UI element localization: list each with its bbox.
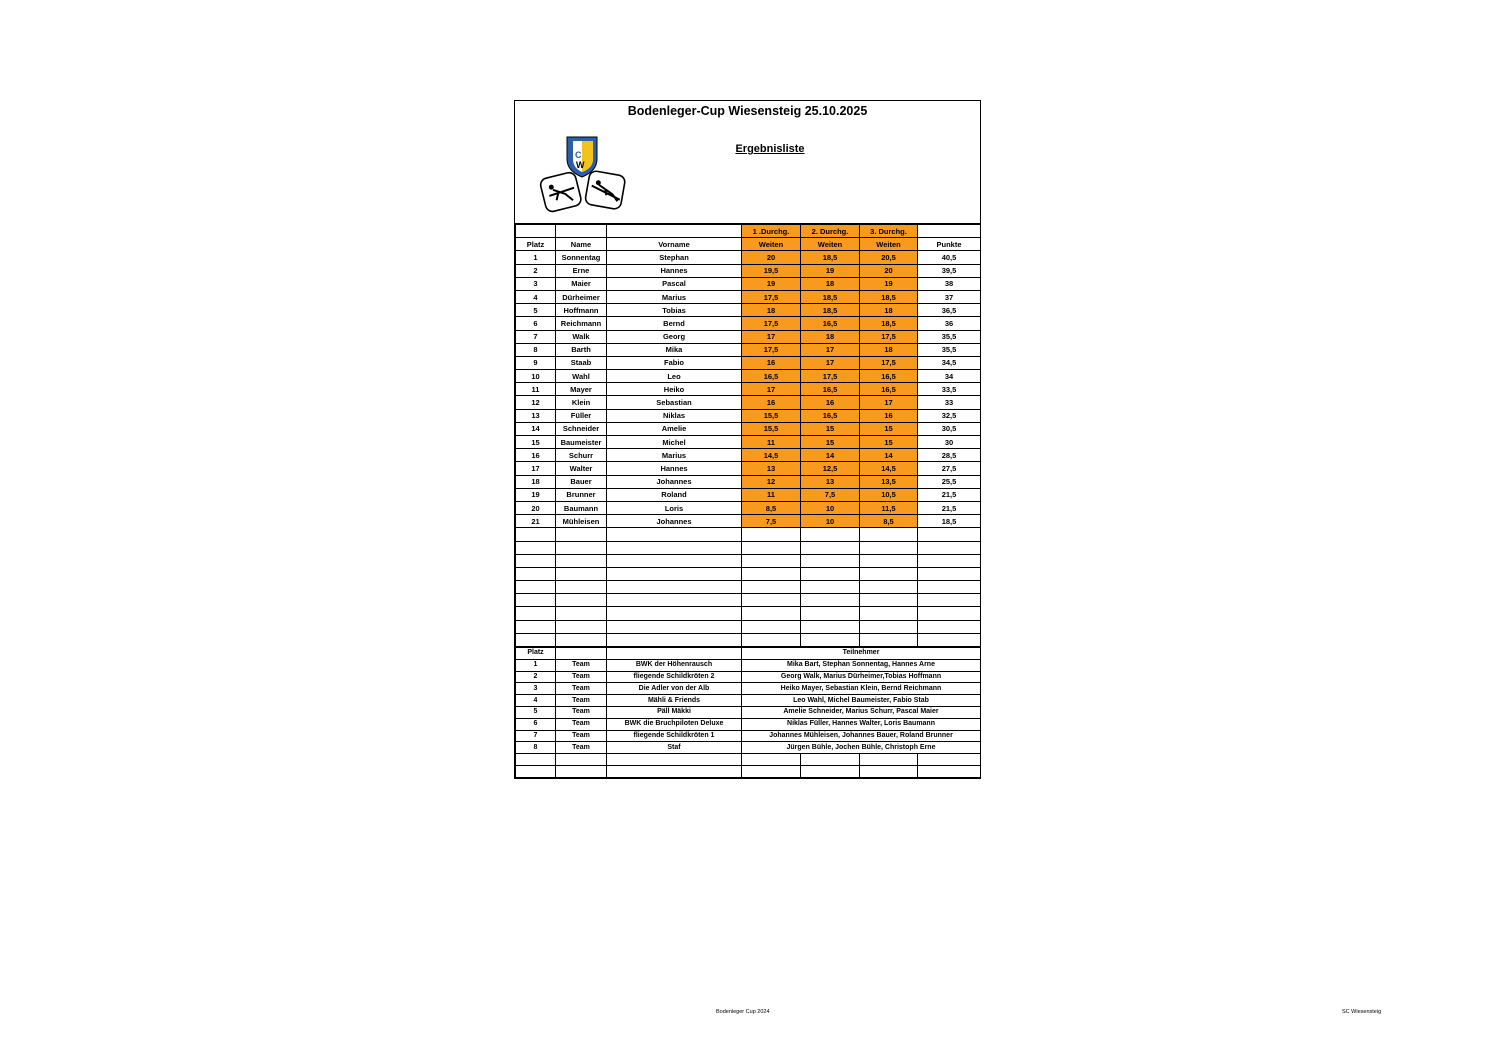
team-name-cell: Mähli & Friends <box>607 695 742 707</box>
table-row <box>516 515 981 528</box>
run-3-cell: 15 <box>860 422 918 435</box>
team-name-cell: fliegende Schildkröten 2 <box>607 671 742 683</box>
column-header-row <box>516 238 981 251</box>
team-row <box>516 718 981 730</box>
lastname-cell: Walter <box>556 462 607 475</box>
team-label-cell: Team <box>556 706 607 718</box>
table-row <box>516 449 981 462</box>
run-3-header: 3. Durchg. <box>860 225 918 238</box>
points-cell: 38 <box>918 277 981 290</box>
team-row <box>516 706 981 718</box>
rank-cell: 15 <box>516 436 556 449</box>
run-2-cell: 7,5 <box>801 488 860 501</box>
svg-text:W: W <box>576 160 585 170</box>
run-1-cell: 15,5 <box>742 409 801 422</box>
run-2-cell: 17 <box>801 343 860 356</box>
lastname-cell: Schurr <box>556 449 607 462</box>
team-rank-cell: 7 <box>516 730 556 742</box>
firstname-cell: Johannes <box>607 475 742 488</box>
points-cell: 40,5 <box>918 251 981 264</box>
rank-cell: 14 <box>516 422 556 435</box>
run-1-cell: 14,5 <box>742 449 801 462</box>
run-1-header: 1 .Durchg. <box>742 225 801 238</box>
team-row <box>516 730 981 742</box>
teams-table <box>515 647 981 778</box>
team-row <box>516 671 981 683</box>
rank-cell: 20 <box>516 501 556 514</box>
run-2-cell: 10 <box>801 501 860 514</box>
empty-row <box>516 633 981 646</box>
lastname-cell: Füller <box>556 409 607 422</box>
team-name-cell: Die Adler von der Alb <box>607 683 742 695</box>
points-cell: 37 <box>918 290 981 303</box>
team-label-cell: Team <box>556 683 607 695</box>
col-platz: Platz <box>516 238 556 251</box>
points-cell: 33,5 <box>918 383 981 396</box>
page-subtitle: Ergebnisliste <box>735 143 805 155</box>
lastname-cell: Baumeister <box>556 436 607 449</box>
points-cell: 34,5 <box>918 356 981 369</box>
empty-row <box>516 754 981 766</box>
table-row <box>516 422 981 435</box>
empty-row <box>516 765 981 777</box>
table-row <box>516 251 981 264</box>
points-cell: 21,5 <box>918 488 981 501</box>
rank-cell: 4 <box>516 290 556 303</box>
firstname-cell: Bernd <box>607 317 742 330</box>
team-rank-cell: 6 <box>516 718 556 730</box>
table-row <box>516 370 981 383</box>
rank-cell: 21 <box>516 515 556 528</box>
team-name-cell: BWK der Höhenrausch <box>607 659 742 671</box>
run-3-cell: 17,5 <box>860 330 918 343</box>
empty-row <box>516 581 981 594</box>
team-row <box>516 659 981 671</box>
table-row <box>516 343 981 356</box>
team-label-cell: Team <box>556 718 607 730</box>
rank-cell: 2 <box>516 264 556 277</box>
run-2-cell: 13 <box>801 475 860 488</box>
team-name-cell: Päll Mäkki <box>607 706 742 718</box>
run-3-cell: 14,5 <box>860 462 918 475</box>
run-3-cell: 18 <box>860 343 918 356</box>
col-weiten-1: Weiten <box>742 238 801 251</box>
lastname-cell: Reichmann <box>556 317 607 330</box>
firstname-cell: Niklas <box>607 409 742 422</box>
firstname-cell: Hannes <box>607 264 742 277</box>
rank-cell: 7 <box>516 330 556 343</box>
run-2-cell: 10 <box>801 515 860 528</box>
team-members-cell: Johannes Mühleisen, Johannes Bauer, Roland Brunner <box>742 730 981 742</box>
run-3-cell: 17,5 <box>860 356 918 369</box>
lastname-cell: Hoffmann <box>556 304 607 317</box>
table-row <box>516 264 981 277</box>
table-row <box>516 304 981 317</box>
team-rank-cell: 4 <box>516 695 556 707</box>
footer-right: SC Wiesensteig <box>1342 1009 1382 1015</box>
col-weiten-3: Weiten <box>860 238 918 251</box>
lastname-cell: Schneider <box>556 422 607 435</box>
run-1-cell: 7,5 <box>742 515 801 528</box>
page-title: Bodenleger-Cup Wiesensteig 25.10.2025 <box>627 104 868 118</box>
run-3-cell: 18,5 <box>860 317 918 330</box>
points-cell: 28,5 <box>918 449 981 462</box>
firstname-cell: Georg <box>607 330 742 343</box>
empty-row <box>516 567 981 580</box>
team-rank-cell: 8 <box>516 742 556 754</box>
points-cell: 27,5 <box>918 462 981 475</box>
team-label-cell: Team <box>556 695 607 707</box>
points-cell: 30 <box>918 436 981 449</box>
lastname-cell: Dürheimer <box>556 290 607 303</box>
firstname-cell: Stephan <box>607 251 742 264</box>
points-cell: 34 <box>918 370 981 383</box>
teams-header-row <box>516 648 981 660</box>
firstname-cell: Loris <box>607 501 742 514</box>
table-row <box>516 317 981 330</box>
run-3-cell: 15 <box>860 436 918 449</box>
lastname-cell: Maier <box>556 277 607 290</box>
points-cell: 18,5 <box>918 515 981 528</box>
rank-cell: 11 <box>516 383 556 396</box>
table-row <box>516 409 981 422</box>
rank-cell: 8 <box>516 343 556 356</box>
run-1-cell: 17 <box>742 330 801 343</box>
run-2-cell: 16,5 <box>801 317 860 330</box>
points-cell: 21,5 <box>918 501 981 514</box>
team-label-cell: Team <box>556 671 607 683</box>
empty-row <box>516 594 981 607</box>
points-cell: 39,5 <box>918 264 981 277</box>
firstname-cell: Tobias <box>607 304 742 317</box>
run-3-cell: 17 <box>860 396 918 409</box>
lastname-cell: Barth <box>556 343 607 356</box>
firstname-cell: Mika <box>607 343 742 356</box>
rank-cell: 10 <box>516 370 556 383</box>
run-2-cell: 17,5 <box>801 370 860 383</box>
firstname-cell: Johannes <box>607 515 742 528</box>
rank-cell: 19 <box>516 488 556 501</box>
rank-cell: 5 <box>516 304 556 317</box>
firstname-cell: Leo <box>607 370 742 383</box>
lastname-cell: Klein <box>556 396 607 409</box>
run-1-cell: 15,5 <box>742 422 801 435</box>
team-rank-cell: 5 <box>516 706 556 718</box>
points-cell: 36,5 <box>918 304 981 317</box>
lastname-cell: Mayer <box>556 383 607 396</box>
rank-cell: 3 <box>516 277 556 290</box>
col-punkte: Punkte <box>918 238 981 251</box>
run-1-cell: 16 <box>742 356 801 369</box>
run-1-cell: 17,5 <box>742 343 801 356</box>
team-rank-cell: 2 <box>516 671 556 683</box>
footer-left: Bodenleger Cup 2024 <box>716 1009 770 1015</box>
run-1-cell: 17,5 <box>742 290 801 303</box>
firstname-cell: Michel <box>607 436 742 449</box>
run-3-cell: 14 <box>860 449 918 462</box>
table-row <box>516 501 981 514</box>
run-1-cell: 20 <box>742 251 801 264</box>
run-1-cell: 16 <box>742 396 801 409</box>
run-2-cell: 18,5 <box>801 304 860 317</box>
team-members-cell: Georg Walk, Marius Dürheimer,Tobias Hoffmann <box>742 671 981 683</box>
run-2-cell: 15 <box>801 422 860 435</box>
lastname-cell: Bauer <box>556 475 607 488</box>
run-3-cell: 8,5 <box>860 515 918 528</box>
team-members-cell: Niklas Füller, Hannes Walter, Loris Baumann <box>742 718 981 730</box>
empty-row <box>516 554 981 567</box>
rank-cell: 9 <box>516 356 556 369</box>
team-rank-cell: 1 <box>516 659 556 671</box>
run-1-cell: 16,5 <box>742 370 801 383</box>
run-1-cell: 11 <box>742 436 801 449</box>
run-3-cell: 13,5 <box>860 475 918 488</box>
table-row <box>516 277 981 290</box>
lastname-cell: Brunner <box>556 488 607 501</box>
lastname-cell: Baumann <box>556 501 607 514</box>
rank-cell: 13 <box>516 409 556 422</box>
points-cell: 32,5 <box>918 409 981 422</box>
table-row <box>516 330 981 343</box>
team-label-cell: Team <box>556 742 607 754</box>
team-row <box>516 742 981 754</box>
team-rank-cell: 3 <box>516 683 556 695</box>
run-2-cell: 12,5 <box>801 462 860 475</box>
run-1-cell: 11 <box>742 488 801 501</box>
table-row <box>516 436 981 449</box>
col-vorname: Vorname <box>607 238 742 251</box>
empty-row <box>516 620 981 633</box>
points-cell: 35,5 <box>918 330 981 343</box>
teams-col-teilnehmer: Teilnehmer <box>742 648 981 660</box>
team-label-cell: Team <box>556 730 607 742</box>
run-2-cell: 15 <box>801 436 860 449</box>
firstname-cell: Marius <box>607 449 742 462</box>
run-1-cell: 17,5 <box>742 317 801 330</box>
run-3-cell: 16,5 <box>860 383 918 396</box>
team-name-cell: BWK die Bruchpiloten Deluxe <box>607 718 742 730</box>
points-cell: 36 <box>918 317 981 330</box>
points-cell: 25,5 <box>918 475 981 488</box>
run-3-cell: 20,5 <box>860 251 918 264</box>
team-label-cell: Team <box>556 659 607 671</box>
run-1-cell: 8,5 <box>742 501 801 514</box>
col-name: Name <box>556 238 607 251</box>
run-2-cell: 18 <box>801 277 860 290</box>
rank-cell: 17 <box>516 462 556 475</box>
rank-cell: 1 <box>516 251 556 264</box>
run-2-cell: 14 <box>801 449 860 462</box>
team-members-cell: Mika Bart, Stephan Sonnentag, Hannes Arne <box>742 659 981 671</box>
run-3-cell: 11,5 <box>860 501 918 514</box>
points-cell: 35,5 <box>918 343 981 356</box>
svg-text:C: C <box>575 150 582 160</box>
run-1-cell: 12 <box>742 475 801 488</box>
rank-cell: 16 <box>516 449 556 462</box>
team-name-cell: Staf <box>607 742 742 754</box>
run-2-cell: 18,5 <box>801 251 860 264</box>
table-row <box>516 396 981 409</box>
lastname-cell: Mühleisen <box>556 515 607 528</box>
run-2-cell: 16,5 <box>801 409 860 422</box>
run-2-cell: 18 <box>801 330 860 343</box>
empty-row <box>516 607 981 620</box>
lastname-cell: Staab <box>556 356 607 369</box>
firstname-cell: Hannes <box>607 462 742 475</box>
team-row <box>516 683 981 695</box>
firstname-cell: Pascal <box>607 277 742 290</box>
run-3-cell: 16,5 <box>860 370 918 383</box>
run-3-cell: 18 <box>860 304 918 317</box>
group-header-row <box>516 225 981 238</box>
points-cell: 30,5 <box>918 422 981 435</box>
run-3-cell: 19 <box>860 277 918 290</box>
team-row <box>516 695 981 707</box>
lastname-cell: Wahl <box>556 370 607 383</box>
firstname-cell: Heiko <box>607 383 742 396</box>
lastname-cell: Walk <box>556 330 607 343</box>
run-3-cell: 10,5 <box>860 488 918 501</box>
run-1-cell: 18 <box>742 304 801 317</box>
firstname-cell: Roland <box>607 488 742 501</box>
team-members-cell: Jürgen Bühle, Jochen Bühle, Christoph Erne <box>742 742 981 754</box>
team-members-cell: Amelie Schneider, Marius Schurr, Pascal Maier <box>742 706 981 718</box>
ski-club-logo-icon <box>535 133 630 215</box>
sheet-header <box>515 101 980 224</box>
table-row <box>516 356 981 369</box>
run-2-cell: 18,5 <box>801 290 860 303</box>
table-row <box>516 383 981 396</box>
results-table <box>515 224 981 647</box>
rank-cell: 12 <box>516 396 556 409</box>
run-2-header: 2. Durchg. <box>801 225 860 238</box>
points-cell: 33 <box>918 396 981 409</box>
run-1-cell: 19 <box>742 277 801 290</box>
run-2-cell: 17 <box>801 356 860 369</box>
col-weiten-2: Weiten <box>801 238 860 251</box>
teams-col-platz: Platz <box>516 648 556 660</box>
run-3-cell: 18,5 <box>860 290 918 303</box>
run-2-cell: 19 <box>801 264 860 277</box>
lastname-cell: Erne <box>556 264 607 277</box>
firstname-cell: Sebastian <box>607 396 742 409</box>
run-1-cell: 19,5 <box>742 264 801 277</box>
table-row <box>516 475 981 488</box>
run-1-cell: 13 <box>742 462 801 475</box>
firstname-cell: Marius <box>607 290 742 303</box>
run-2-cell: 16 <box>801 396 860 409</box>
run-2-cell: 16,5 <box>801 383 860 396</box>
empty-row <box>516 541 981 554</box>
table-row <box>516 290 981 303</box>
firstname-cell: Amelie <box>607 422 742 435</box>
run-1-cell: 17 <box>742 383 801 396</box>
table-row <box>516 462 981 475</box>
empty-row <box>516 528 981 541</box>
run-3-cell: 16 <box>860 409 918 422</box>
rank-cell: 6 <box>516 317 556 330</box>
lastname-cell: Sonnentag <box>556 251 607 264</box>
table-row <box>516 488 981 501</box>
team-name-cell: fliegende Schildkröten 1 <box>607 730 742 742</box>
run-3-cell: 20 <box>860 264 918 277</box>
firstname-cell: Fabio <box>607 356 742 369</box>
team-members-cell: Leo Wahl, Michel Baumeister, Fabio Stab <box>742 695 981 707</box>
team-members-cell: Heiko Mayer, Sebastian Klein, Bernd Reichmann <box>742 683 981 695</box>
rank-cell: 18 <box>516 475 556 488</box>
results-sheet <box>514 100 981 779</box>
